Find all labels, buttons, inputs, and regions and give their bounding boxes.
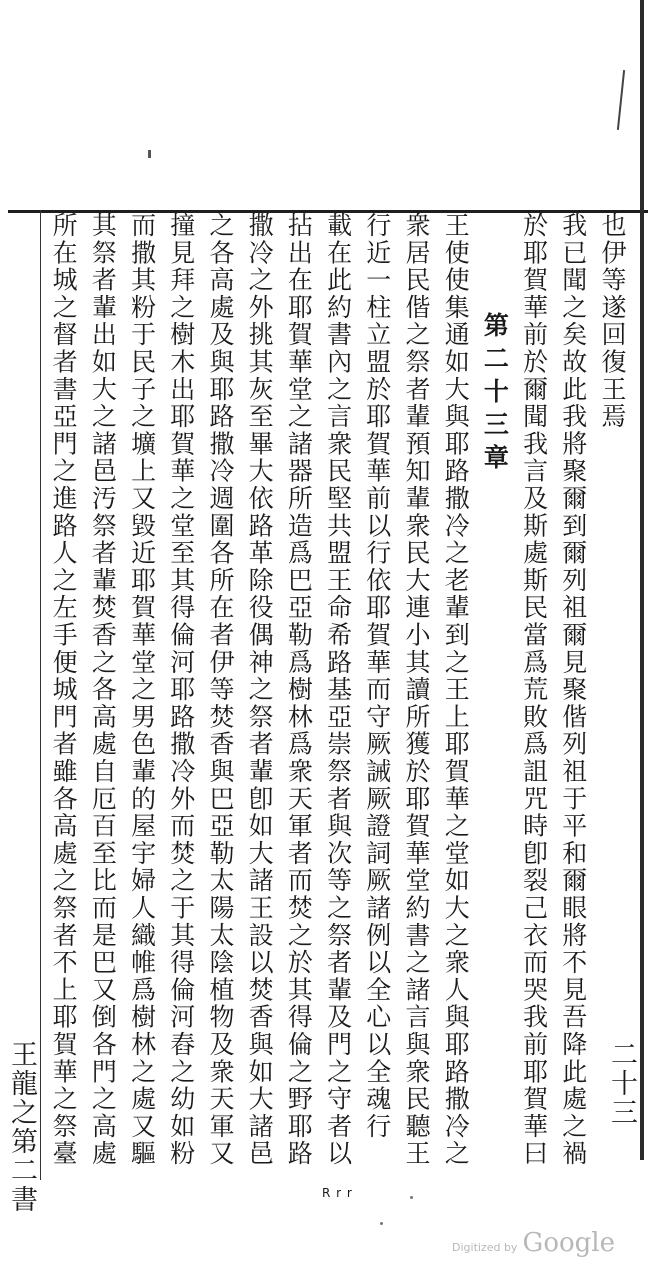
text-column: 王使使集通如大與耶路撒冷之老輩到之王上耶賀華之堂如大之衆人與耶路撒冷之 <box>441 212 471 1168</box>
text-column: 所在城之督者書亞門之進路人之左手便城門者雖各高處之祭者不上耶賀華之祭臺 <box>49 212 79 1168</box>
text-column: 之各高處及與耶路撒冷週圍各所在者伊等焚香與巴亞勒太陽太陰植物及衆天軍又 <box>205 212 235 1168</box>
footer-signature: R r r <box>322 1186 353 1200</box>
text-column: 載在此約書內之言衆民堅共盟王命希路基亞崇祭者與次等之祭者輩及門之守者以 <box>323 212 353 1168</box>
text-column: 行近一柱立盟於耶賀華前以行依耶賀華而守厥誡厥證詞厥諸例以全心以全魂行 <box>362 212 392 1141</box>
text-column: 也伊等遂回復王焉 <box>598 212 627 431</box>
text-column: 衆居民偕之祭者輩預知輩衆民大連小其讀所獲於耶賀華堂約書之諸言與衆民聽王 <box>401 212 431 1168</box>
ink-speck <box>410 1196 413 1199</box>
ink-speck <box>148 150 151 158</box>
page-right-border <box>640 0 644 1160</box>
ink-speck <box>380 1222 383 1225</box>
digitization-watermark <box>452 1228 615 1258</box>
watermark-brand: Google <box>522 1228 615 1258</box>
text-column: 我已聞之矣故此我將聚爾到爾列祖爾見聚偕列祖于平和爾眼將不見吾降此處之禍 <box>558 212 588 1168</box>
pencil-mark <box>617 70 625 130</box>
book-title: 王龍之第二書 <box>6 1040 37 1214</box>
text-column: 其祭者輩出如大之諸邑汚祭者輩焚香之各高處自厄百至比而是巴又倒各門之高處 <box>88 212 118 1168</box>
watermark-prefix: Digitized by <box>452 1241 518 1254</box>
page-number: 二十三 <box>606 1040 637 1127</box>
margin-rule <box>40 210 41 1180</box>
text-column: 於耶賀華前於爾聞我言及斯處斯民當爲荒敗爲詛咒時卽裂己衣而哭我前耶賀華曰 <box>519 212 549 1168</box>
text-column: 而撒其粉于民子之壙上又毀近耶賀華堂之男色輩的屋宇婦人織帷爲樹林之處又驅 <box>127 212 157 1168</box>
text-column: 撞見拜之樹木出耶賀華之堂至其得倫河耶路撒冷外而焚之于其得倫河舂之幼如粉 <box>166 212 196 1168</box>
text-column: 拈出在耶賀華堂之諸器所造爲巴亞勒爲樹林爲衆天軍者而焚之於其得倫之野耶路 <box>284 212 314 1168</box>
text-column: 撒冷之外挑其灰至畢大依路革除役偶神之祭者輩卽如大諸王設以焚香與如大諸邑 <box>245 212 275 1168</box>
vertical-text-block <box>42 212 640 1180</box>
chapter-heading: 第二十三章 <box>480 312 510 477</box>
